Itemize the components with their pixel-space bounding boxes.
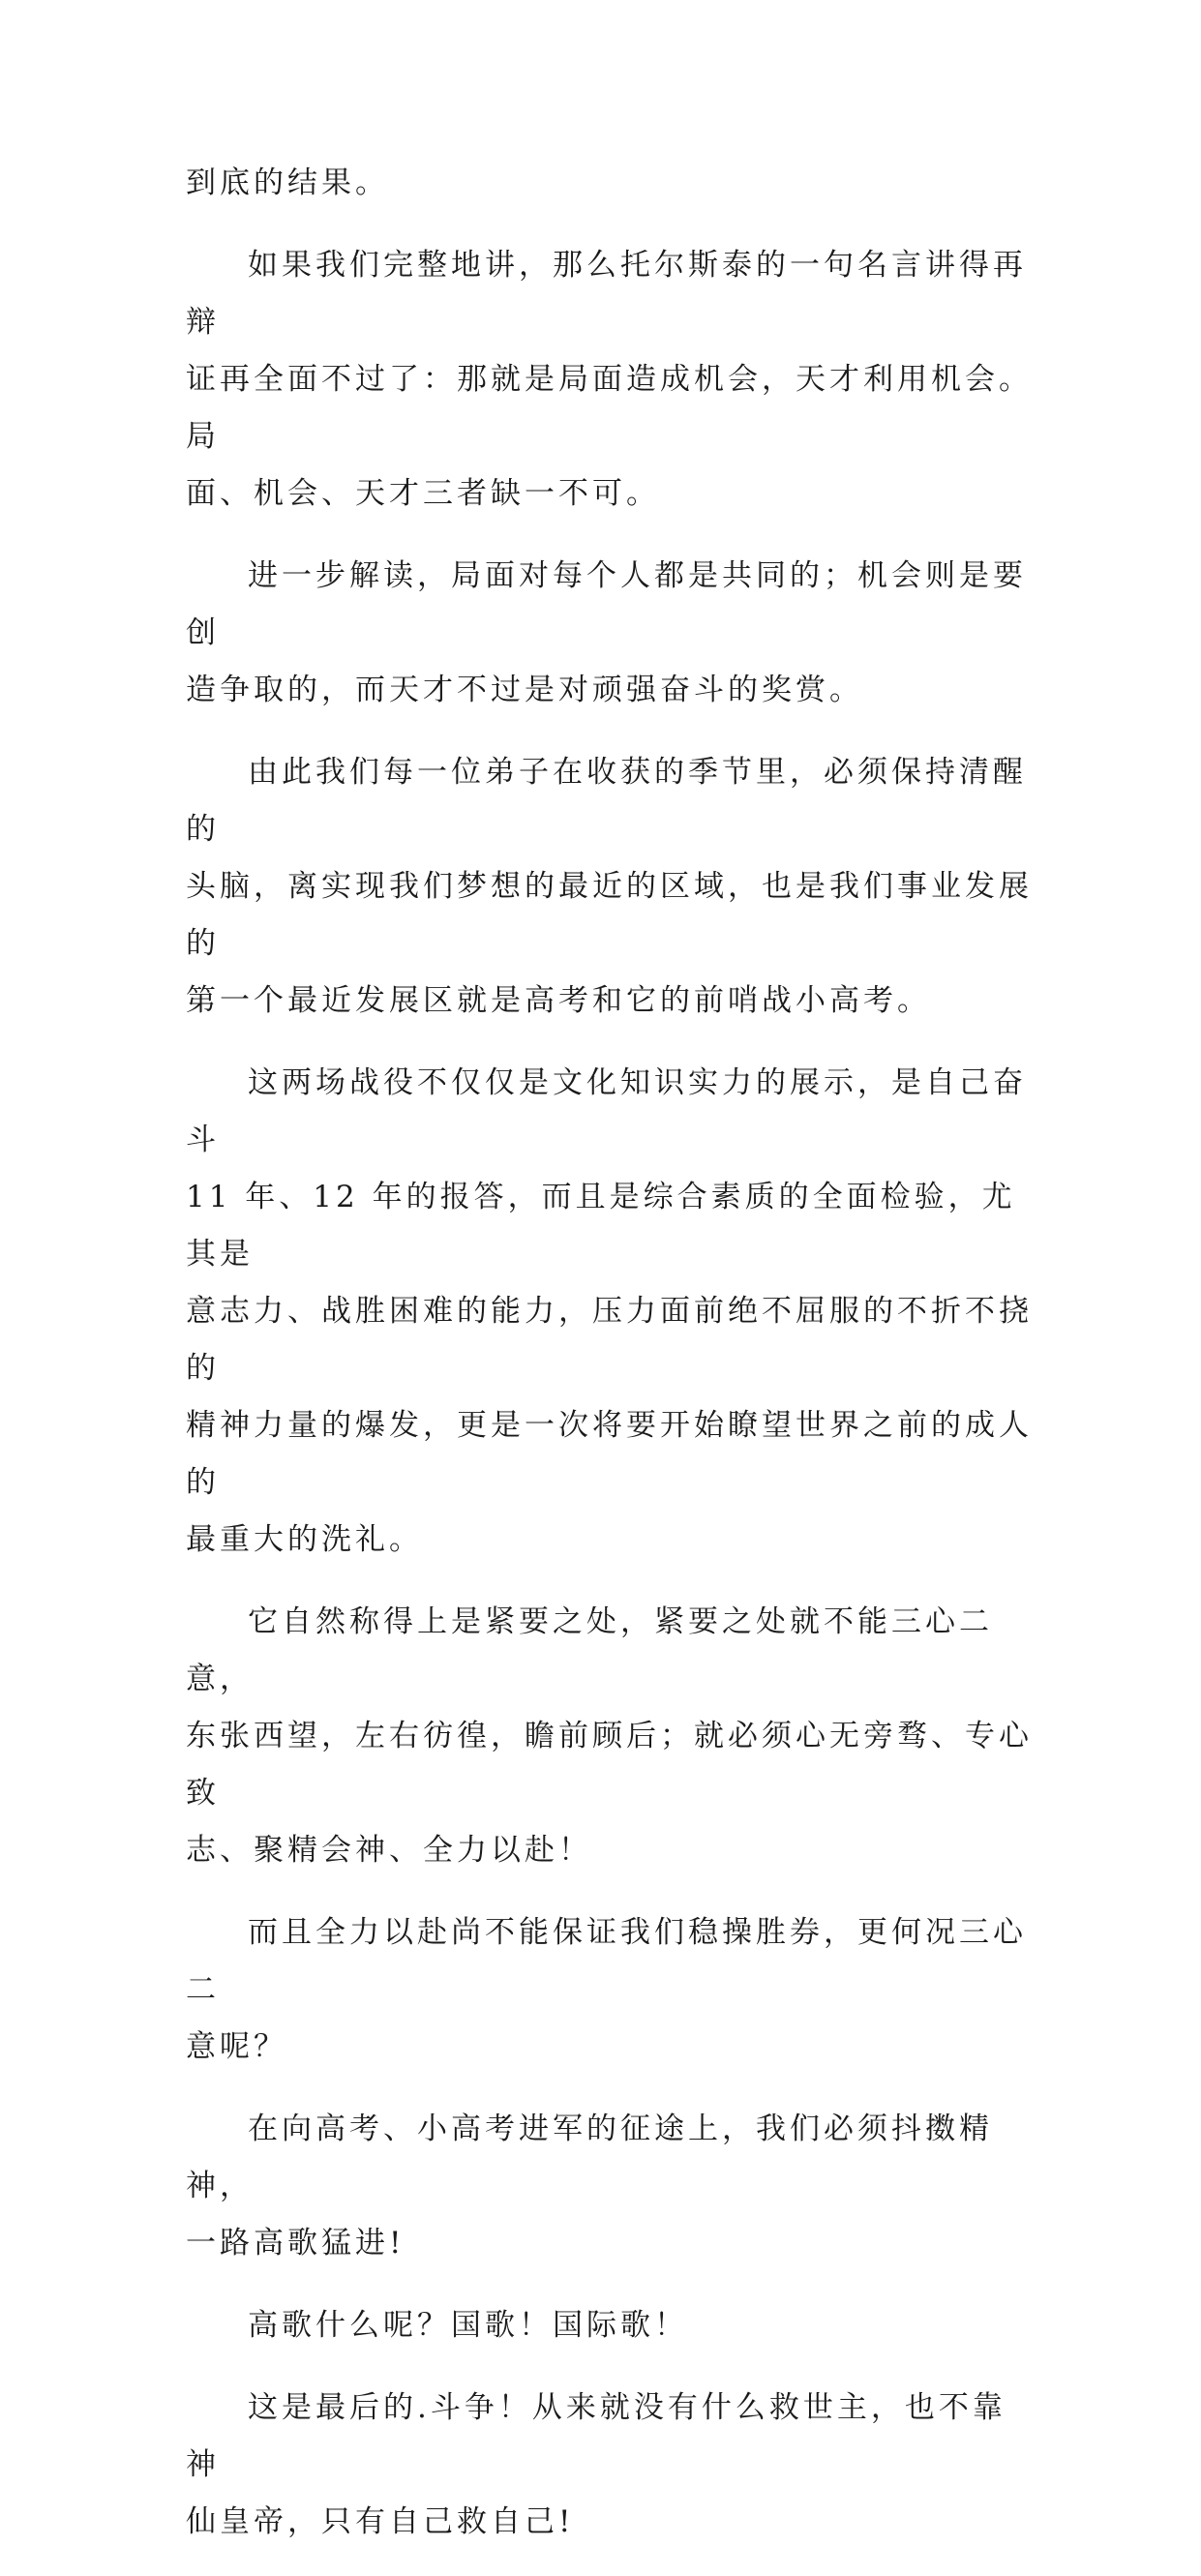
- paragraph-4: 由此我们每一位弟子在收获的季节里，必须保持清醒的 头脑，离实现我们梦想的最近的区域，也是我们事业发展的 第一个最近发展区就是高考和它的前哨战小高考。: [186, 755, 1033, 1018]
- document-body: [186, 155, 1037, 2576]
- paragraph-5: 这两场战役不仅仅是文化知识实力的展示，是自己奋斗 11 年、12 年的报答，而且是综合素质的全面检验，尤其是 意志力、战胜困难的能力，压力面前绝不屈服的不折不挠的 精神力量的爆发，更是一次将要开始瞭望世界之前的成人的 最重大的洗礼。: [186, 1065, 1033, 1557]
- paragraph-2: 如果我们完整地讲，那么托尔斯泰的一句名言讲得再辩 证再全面不过了：那就是局面造成机会，天才利用机会。局 面、机会、天才三者缺一不可。: [186, 248, 1033, 511]
- paragraph-1: 到底的结果。: [186, 165, 389, 200]
- paragraph-8: 在向高考、小高考进军的征途上，我们必须抖擞精神， 一路高歌猛进!: [186, 2112, 993, 2261]
- paragraph-10: 这是最后的.斗争！从来就没有什么救世主，也不靠神 仙皇帝，只有自己救自己!: [186, 2390, 1006, 2539]
- paragraph-6: 它自然称得上是紧要之处，紧要之处就不能三心二意， 东张西望，左右彷徨，瞻前顾后；就必须心无旁骛、专心致 志、聚精会神、全力以赴！: [186, 1604, 1033, 1868]
- paragraph-3: 进一步解读，局面对每个人都是共同的；机会则是要创 造争取的，而天才不过是对顽强奋斗的奖赏。: [186, 558, 1027, 707]
- paragraph-9: 高歌什么呢？国歌！国际歌！: [248, 2308, 688, 2343]
- paragraph-7: 而且全力以赴尚不能保证我们稳操胜券，更何况三心二 意呢？: [186, 1915, 1027, 2064]
